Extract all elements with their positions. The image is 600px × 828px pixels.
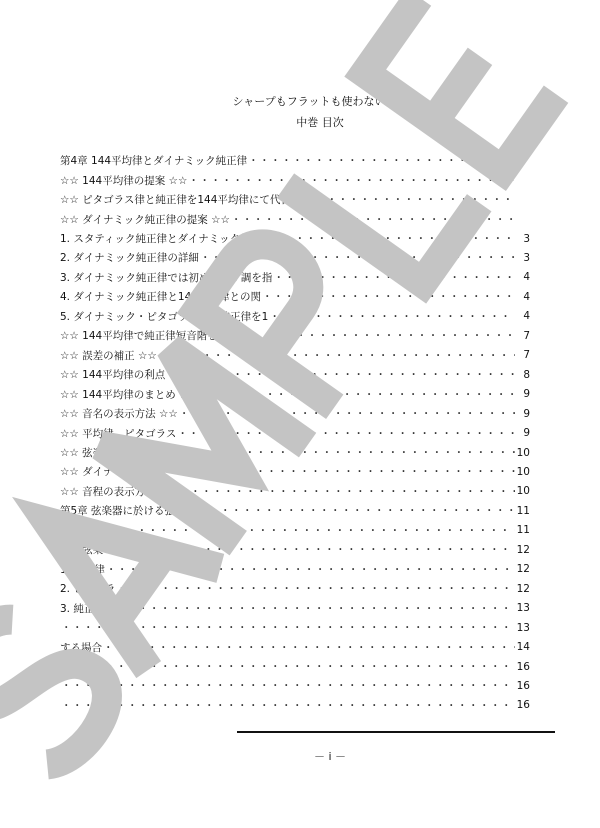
dot-leader [156,464,515,479]
toc-entry[interactable] [60,482,530,501]
toc-entry-title: ☆☆ ピタゴラス律と純正律を144平均律にて代替 ☆ [60,194,304,207]
toc-entry[interactable] [60,540,530,559]
dot-leader [116,581,515,596]
toc-entry-page: 10 [516,446,530,459]
dot-leader [61,620,515,635]
toc-entry[interactable] [60,287,530,306]
toc-entry-page: 11 [516,504,530,517]
toc-entry-title: する場合 [60,641,102,654]
dot-leader [188,173,515,188]
page-number: － i － [313,750,347,763]
toc-entry[interactable] [60,443,530,462]
toc-entry[interactable] [60,618,530,637]
dot-leader [115,523,515,538]
dot-leader [248,153,515,168]
dot-leader [158,348,515,363]
toc-entry-page: 8 [523,368,530,381]
toc-heading: 中巻 目次 [296,116,344,129]
toc-entry-title: 1. 平均律 [60,563,105,576]
toc-entry[interactable] [60,384,530,403]
toc-entry-page: 7 [523,349,530,362]
toc-entry[interactable] [60,521,530,540]
table-of-contents [60,151,530,715]
toc-entry[interactable] [60,676,530,695]
toc-entry-title: ☆☆ 音程の表示方 [60,485,146,498]
toc-entry-title: ☆☆ 144平均律の利点 ☆☆ [60,369,188,382]
toc-entry[interactable] [60,462,530,481]
dot-leader [61,659,515,674]
toc-entry-page: 16 [516,679,530,692]
toc-entry-page: 10 [516,465,530,478]
toc-entry[interactable] [60,151,530,170]
toc-entry-title: ☆☆ 誤差の補正 ☆☆ [60,349,157,362]
toc-entry[interactable] [60,346,530,365]
toc-entry-page: 13 [516,621,530,634]
toc-entry-title: 5. ダイナミック・ピタゴラス律と純正律を1 [60,310,269,323]
dot-leader [269,309,515,324]
toc-entry-title: 4. ダイナミック純正律と144平均律との関 [60,291,261,304]
toc-entry-title: ☆☆ ダイナミック純正律の提案 ☆☆ [60,213,230,226]
toc-entry-title: 1. スタティック純正律とダイナミック純正律 [60,233,272,246]
footer-rule [237,731,555,733]
toc-entry-page: 12 [516,563,530,576]
toc-entry[interactable] [60,501,530,520]
toc-entry[interactable] [60,326,530,345]
toc-entry-page: 10 [516,485,530,498]
dot-leader [188,367,515,382]
dot-leader [273,270,515,285]
toc-entry[interactable] [60,307,530,326]
toc-entry-page: 11 [516,524,530,537]
toc-entry[interactable] [60,637,530,656]
toc-entry-page: 16 [516,699,530,712]
toc-entry-page: 9 [523,427,530,440]
watermark-letter-e [365,0,556,170]
dot-leader [262,289,515,304]
toc-entry-title: 3. ダイナミック純正律では初めに先ず調を指 [60,271,273,284]
toc-entry-page: 7 [523,329,530,342]
dot-leader [61,678,515,693]
toc-entry[interactable] [60,170,530,189]
dot-leader [199,387,515,402]
dot-leader [104,542,515,557]
toc-entry[interactable] [60,365,530,384]
toc-entry-page: 14 [516,641,530,654]
toc-entry-page: 9 [523,407,530,420]
toc-entry[interactable] [60,190,530,209]
toc-entry-title: ☆☆ 弦楽 [60,544,104,557]
toc-entry-page: 4 [523,310,530,323]
toc-entry[interactable] [60,229,530,248]
toc-entry-title: 第5章 弦楽器に於ける弦 [60,505,176,518]
toc-entry-title: ☆☆ 弦楽器 [60,524,114,537]
dot-leader [176,503,515,518]
dot-leader [61,698,515,713]
toc-entry-page: 4 [523,290,530,303]
dot-leader [273,231,515,246]
toc-entry-page: 12 [516,543,530,556]
toc-entry[interactable] [60,423,530,442]
toc-entry-title: ☆☆ 144平均律で純正律短音階を [60,330,218,343]
toc-entry[interactable] [60,657,530,676]
toc-entry-title: ☆☆ ダイナミック純 [60,466,156,479]
toc-entry[interactable] [60,268,530,287]
dot-leader [177,426,515,441]
dot-leader [219,328,515,343]
toc-entry-title: ☆☆ 平均律、ピタゴラス [60,427,177,440]
dot-leader [305,192,515,207]
toc-entry-page: 9 [523,388,530,401]
toc-entry-title: ☆☆ 144平均律の提案 ☆☆ [60,174,188,187]
toc-entry[interactable] [60,598,530,617]
dot-leader [146,484,515,499]
dot-leader [157,445,515,460]
dot-leader [106,562,515,577]
toc-entry-page: 12 [516,582,530,595]
dot-leader [231,212,515,227]
toc-entry-page: 3 [523,251,530,264]
toc-entry-title: 2. ダイナミック純正律の詳細 [60,252,199,265]
toc-entry-title: ☆☆ 弦楽器の場合の [60,447,156,460]
toc-entry-page: 3 [523,232,530,245]
toc-entry-title: 第4章 144平均律とダイナミック純正律 [60,155,248,168]
dot-leader [103,640,515,655]
toc-entry[interactable] [60,579,530,598]
dot-leader [200,250,515,265]
dot-leader [127,601,515,616]
toc-entry-title: 3. 純正律の場 [60,602,126,615]
toc-entry[interactable] [60,696,530,715]
toc-entry-title: 2. ピタゴラ [60,583,116,596]
toc-entry-page: 4 [523,271,530,284]
toc-entry[interactable] [60,209,530,228]
dot-leader [179,406,515,421]
document-title: シャープもフラットも使わない音ダ [232,95,408,108]
toc-entry-page: 16 [516,660,530,673]
toc-entry-page: 13 [516,602,530,615]
toc-entry[interactable] [60,248,530,267]
toc-entry-title: ☆☆ 音名の表示方法 ☆☆ [60,408,178,421]
toc-entry-title: ☆☆ 144平均律のまとめ ☆☆ [60,388,198,401]
toc-entry[interactable] [60,560,530,579]
toc-entry[interactable] [60,404,530,423]
